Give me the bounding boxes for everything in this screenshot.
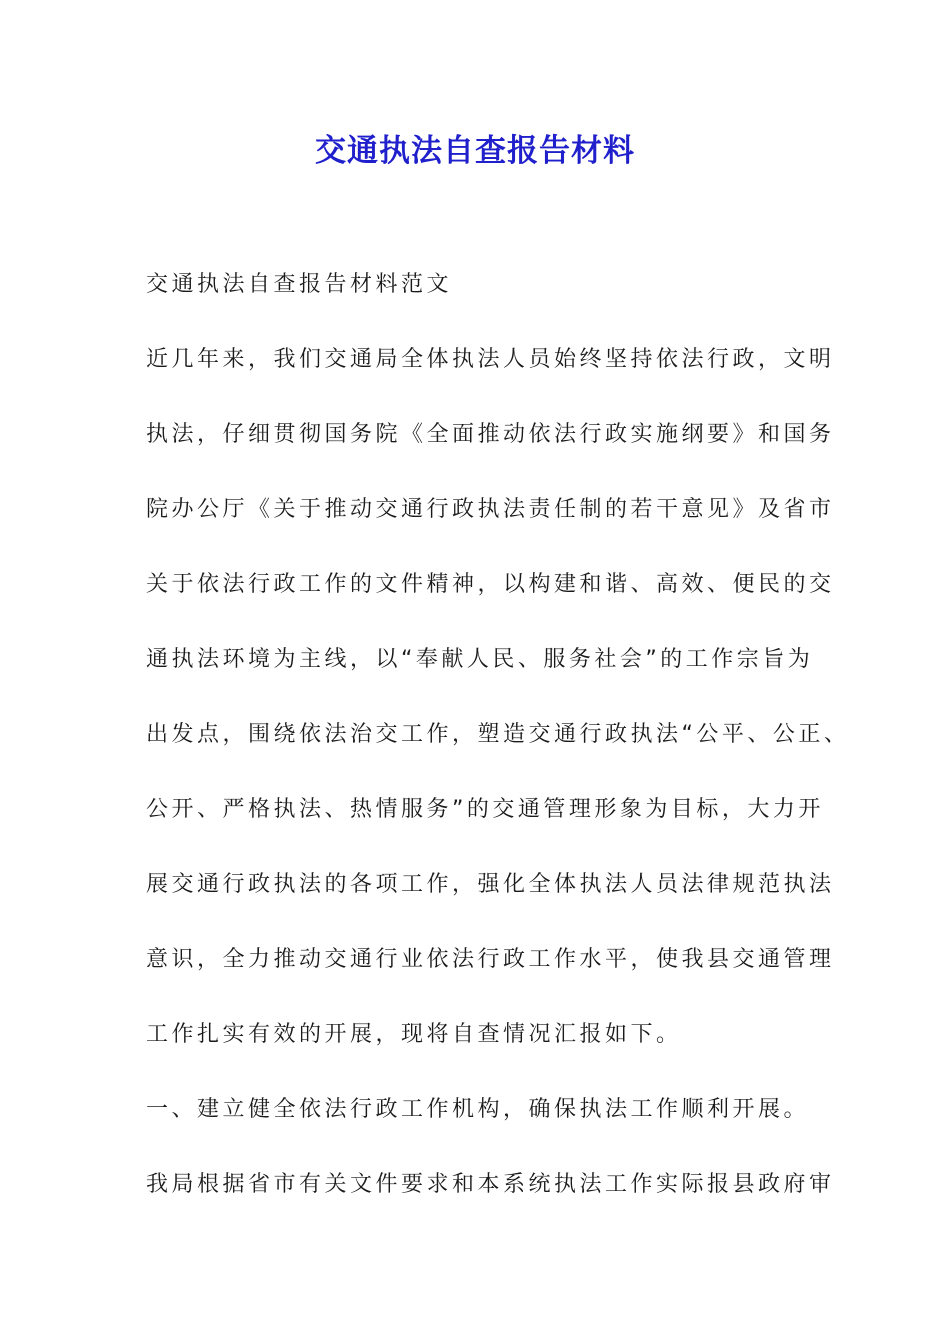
subtitle-line: 交通执法自查报告材料范文 (146, 272, 453, 297)
body-line-5: 通执法环境为主线，以“奉献人民、服务社会”的工作宗旨为 (146, 647, 814, 672)
body-line-7: 公开、严格执法、热情服务”的交通管理形象为目标，大力开 (146, 797, 824, 822)
body-line-8: 展交通行政执法的各项工作，强化全体执法人员法律规范执法 (146, 872, 835, 897)
section-heading-1: 一、建立健全依法行政工作机构，确保执法工作顺利开展。 (146, 1097, 810, 1122)
body-line-6: 出发点，围绕依法治交工作，塑造交通行政执法“公平、公正、 (146, 722, 850, 747)
body-line-10: 工作扎实有效的开展，现将自查情况汇报如下。 (146, 1022, 682, 1047)
body-line-12: 我局根据省市有关文件要求和本系统执法工作实际报县政府审 (146, 1172, 835, 1197)
body-line-9: 意识，全力推动交通行业依法行政工作水平，使我县交通管理 (146, 947, 835, 972)
document-title: 交通执法自查报告材料 (315, 133, 635, 169)
body-line-2: 执法，仔细贯彻国务院《全面推动依法行政实施纲要》和国务 (146, 422, 835, 447)
body-line-3: 院办公厅《关于推动交通行政执法责任制的若干意见》及省市 (146, 497, 835, 522)
body-line-1: 近几年来，我们交通局全体执法人员始终坚持依法行政，文明 (146, 347, 835, 372)
body-line-4: 关于依法行政工作的文件精神，以构建和谐、高效、便民的交 (146, 572, 835, 597)
